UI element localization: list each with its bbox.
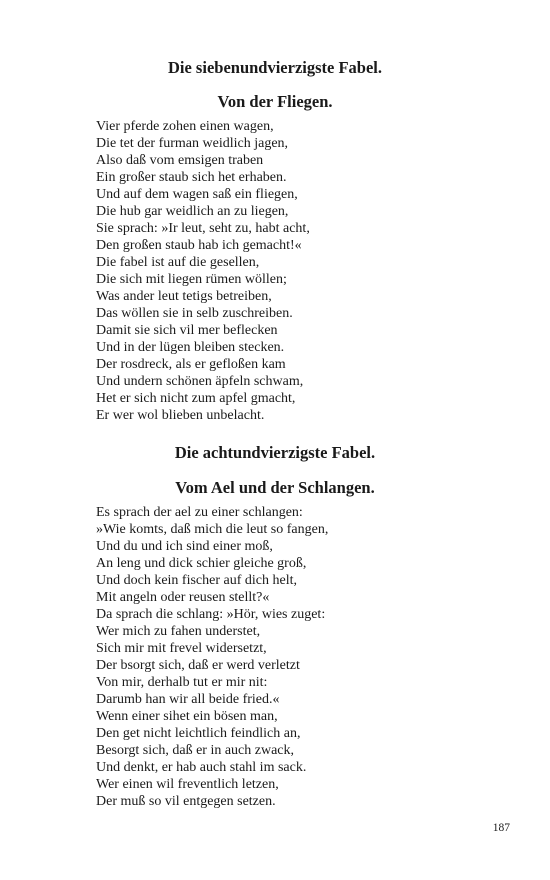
verse-line: Damit sie sich vil mer beflecken	[96, 323, 278, 338]
verse-block	[96, 118, 310, 424]
verse-line: Vier pferde zohen einen wagen,	[96, 119, 274, 134]
fable-subheading: Von der Fliegen.	[217, 92, 333, 111]
fable-subheading: Vom Ael und der Schlangen.	[175, 478, 375, 497]
verse-line: Was ander leut tetigs betreiben,	[96, 289, 272, 304]
verse-line: Den get nicht leichtlich feindlich an,	[96, 726, 301, 741]
fable-heading: Die achtundvierzigste Fabel.	[174, 443, 376, 462]
verse-line: Ein großer staub sich het erhaben.	[96, 170, 287, 185]
verse-line: Der rosdreck, als er gefloßen kam	[96, 357, 286, 372]
verse-line: Von mir, derhalb tut er mir nit:	[96, 675, 268, 690]
verse-line: Also daß vom emsigen traben	[96, 153, 264, 168]
verse-line: Sie sprach: »Ir leut, seht zu, habt acht,	[96, 221, 310, 236]
verse-line: Mit angeln oder reusen stellt?«	[96, 590, 270, 605]
verse-line: Wenn einer sihet ein bösen man,	[96, 709, 278, 724]
verse-line: Und doch kein fischer auf dich helt,	[96, 573, 297, 588]
verse-line: Die hub gar weidlich an zu liegen,	[96, 204, 289, 219]
verse-line: Das wöllen sie in selb zuschreiben.	[96, 306, 293, 321]
page-number: 187	[492, 822, 510, 834]
verse-line: Sich mir mit frevel widersetzt,	[96, 641, 267, 656]
verse-line: Wer einen wil freventlich letzen,	[96, 777, 279, 792]
verse-line: Die tet der furman weidlich jagen,	[96, 136, 289, 151]
verse-block	[96, 504, 328, 810]
verse-line: Und in der lügen bleiben stecken.	[96, 340, 285, 355]
verse-line: Den großen staub hab ich gemacht!«	[96, 238, 302, 253]
verse-line: »Wie komts, daß mich die leut so fangen,	[96, 522, 329, 537]
verse-line: Und undern schönen äpfeln schwam,	[96, 374, 304, 389]
verse-line: Die fabel ist auf die gesellen,	[96, 255, 260, 270]
verse-line: Er wer wol blieben unbelacht.	[96, 408, 265, 423]
verse-line: Besorgt sich, daß er in auch zwack,	[96, 743, 295, 758]
verse-line: Die sich mit liegen rümen wöllen;	[96, 272, 287, 287]
verse-line: Wer mich zu fahen understet,	[96, 624, 261, 639]
verse-line: An leng und dick schier gleiche groß,	[96, 556, 307, 571]
verse-line: Der bsorgt sich, daß er werd verletzt	[96, 658, 300, 673]
verse-line: Darumb han wir all beide fried.«	[96, 692, 280, 707]
verse-line: Es sprach der ael zu einer schlangen:	[96, 505, 303, 520]
verse-line: Het er sich nicht zum apfel gmacht,	[96, 391, 296, 406]
verse-line: Und du und ich sind einer moß,	[96, 539, 273, 554]
verse-line: Da sprach die schlang: »Hör, wies zuget:	[96, 607, 326, 622]
verse-line: Und auf dem wagen saß ein fliegen,	[96, 187, 298, 202]
verse-line: Und denkt, er hab auch stahl im sack.	[96, 760, 307, 775]
fable-heading: Die siebenundvierzigste Fabel.	[167, 58, 383, 77]
verse-line: Der muß so vil entgegen setzen.	[96, 794, 276, 809]
